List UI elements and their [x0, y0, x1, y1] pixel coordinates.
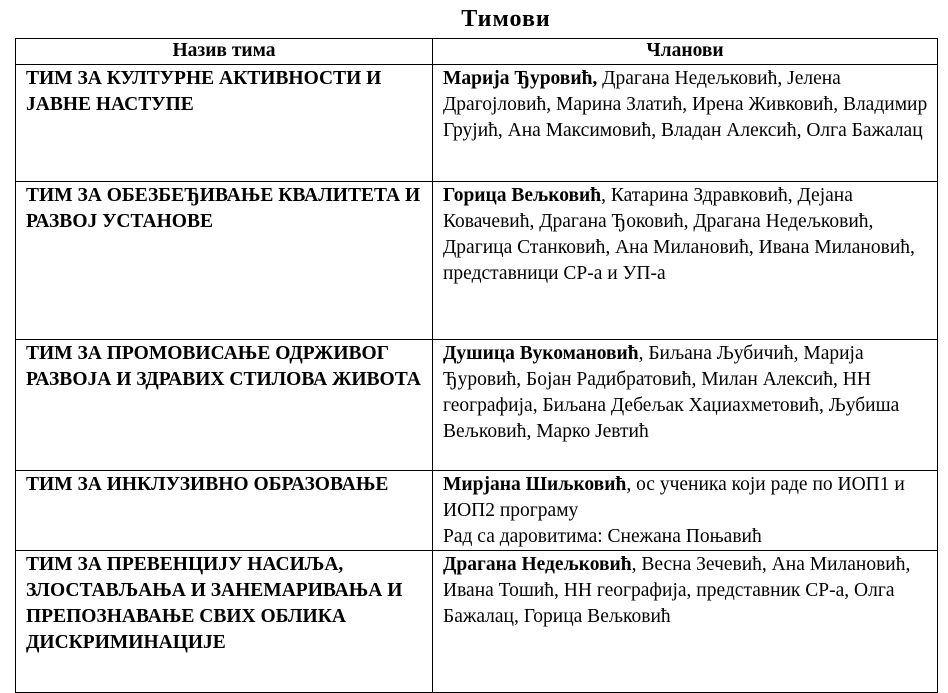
table-header-row: [16, 39, 938, 65]
team-members: [433, 551, 938, 693]
team-leader: Горица Вељковић: [443, 185, 602, 206]
table-row: [16, 471, 938, 551]
team-leader: Марија Ђуровић,: [443, 68, 598, 89]
team-name: ТИМ ЗА КУЛТУРНЕ АКТИВНОСТИ И ЈАВНЕ НАСТУПЕ: [16, 65, 433, 182]
member-list: , ос ученика који раде по ИОП1 и ИОП2 програму: [443, 474, 905, 521]
page-title: Тимови: [461, 6, 551, 32]
team-name: ТИМ ЗА ОБЕЗБЕЂИВАЊЕ КВАЛИТЕТА И РАЗВОЈ УСТАНОВЕ: [16, 182, 433, 340]
table-row: [16, 340, 938, 471]
team-leader: Мирјана Шиљковић: [443, 474, 627, 495]
member-list: Драгана Недељковић, Јелена Драгојловић, Марина Златић, Ирена Живковић, Владимир Грујић, Ана Максимовић, Владан Алексић, Олга Бажалац: [443, 68, 928, 141]
table-row: [16, 551, 938, 693]
member-list: , Катарина Здравковић, Дејана Ковачевић, Драгана Ђоковић, Драгана Недељковић, Драгица Станковић, Ана Милановић, Ивана Милановић, представници СР-а и УП-а: [443, 185, 915, 284]
team-members: [433, 182, 938, 340]
team-leader: Душица Вукомановић: [443, 343, 639, 364]
team-members: [433, 65, 938, 182]
teams-table: [15, 38, 938, 693]
team-name: ТИМ ЗА ПРЕВЕНЦИЈУ НАСИЉА, ЗЛОСТАВЉАЊА И ЗАНЕМАРИВАЊА И ПРЕПОЗНАВАЊЕ СВИХ ОБЛИКА ДИСКРИМИНАЦИЈЕ: [16, 551, 433, 693]
team-members: [433, 340, 938, 471]
column-header-team-name: Назив тима: [16, 39, 433, 65]
member-list: , Весна Зечевић, Ана Милановић, Ивана Тошић, НН географија, представник СР-а, Олга Бажалац, Горица Вељковић: [443, 554, 911, 627]
table-row: [16, 65, 938, 182]
gifted-students-note: Рад са даровитима: Снежана Поњавић: [443, 526, 762, 547]
team-leader: Драгана Недељковић: [443, 554, 632, 575]
team-members: [433, 471, 938, 551]
column-header-members: Чланови: [433, 39, 938, 65]
table-row: [16, 182, 938, 340]
team-name: ТИМ ЗА ПРОМОВИСАЊЕ ОДРЖИВОГ РАЗВОЈА И ЗДРАВИХ СТИЛОВА ЖИВОТА: [16, 340, 433, 471]
team-name: ТИМ ЗА ИНКЛУЗИВНО ОБРАЗОВАЊЕ: [16, 471, 433, 551]
member-list: , Биљана Љубичић, Марија Ђуровић, Бојан Радибратовић, Милан Алексић, НН географија, Биљана Дебељак Хаџиахметовић, Љубиша Вељковић, Марко Јевтић: [443, 343, 900, 442]
